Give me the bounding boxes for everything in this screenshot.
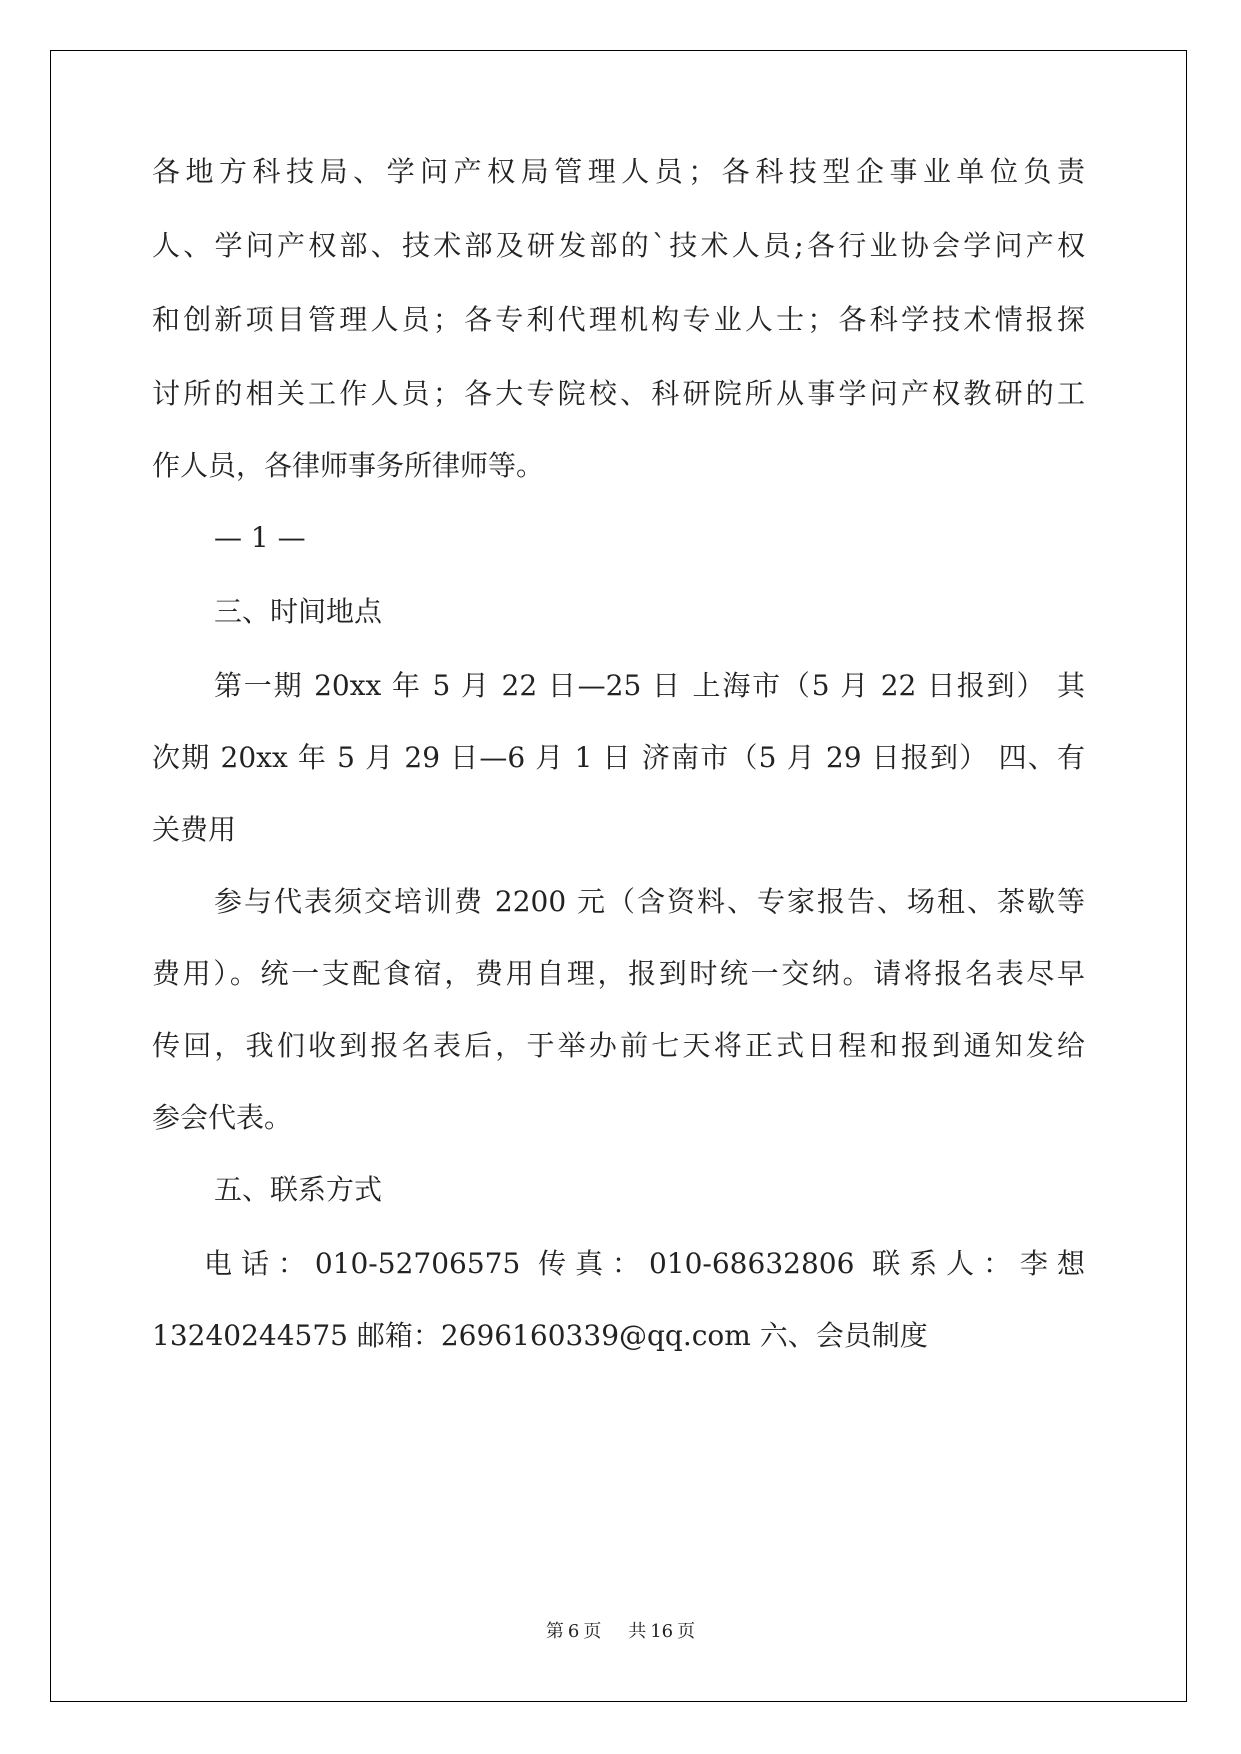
schedule-line-1: 第一期 20xx 年 5 月 22 日—25 日 上海市（5 月 22 日报到） 其 [214,669,1085,702]
inline-page-number: — 1 — [214,521,306,554]
fees-line-2: 费用）。统一支配食宿，费用自理，报到时统一交纳。请将报名表尽早 [152,957,1085,990]
paragraph-1-line-1: 各地方科技局、学问产权局管理人员；各科技型企事业单位负责 [152,155,1085,188]
footer-current-page: 6 [567,1621,580,1642]
page-footer [0,1620,1241,1644]
footer-current-suffix: 页 [583,1621,602,1642]
fees-line-3: 传回，我们收到报名表后，于举办前七天将正式日程和报到通知发给 [152,1029,1085,1062]
section-heading-contact: 五、联系方式 [214,1173,383,1206]
footer-total-suffix: 页 [677,1621,696,1642]
paragraph-1-line-4: 讨所的相关工作人员；各大专院校、科研院所从事学问产权教研的工 [152,377,1085,410]
contact-line-1: 电话：010-52706575 传真：010-68632806 联系人：李想 [204,1247,1085,1280]
footer-total-pages: 16 [650,1621,674,1642]
schedule-line-3: 关费用 [152,813,237,846]
fees-line-4: 参会代表。 [152,1101,293,1134]
footer-total-prefix: 共 [628,1621,647,1642]
footer-current-prefix: 第 [545,1621,564,1642]
paragraph-1-line-2: 人、学问产权部、技术部及研发部的`技术人员;各行业协会学问产权 [152,229,1085,262]
paragraph-1-line-3: 和创新项目管理人员；各专利代理机构专业人士；各科学技术情报探 [152,303,1085,336]
schedule-line-2: 次期 20xx 年 5 月 29 日—6 月 1 日 济南市（5 月 29 日报到） 四、有 [152,741,1085,774]
fees-line-1: 参与代表须交培训费 2200 元（含资料、专家报告、场租、茶歇等 [214,885,1085,918]
section-heading-time-place: 三、时间地点 [214,595,383,628]
paragraph-1-line-5: 作人员，各律师事务所律师等。 [152,449,545,482]
contact-line-2: 13240244575 邮箱：2696160339@qq.com 六、会员制度 [152,1319,928,1352]
